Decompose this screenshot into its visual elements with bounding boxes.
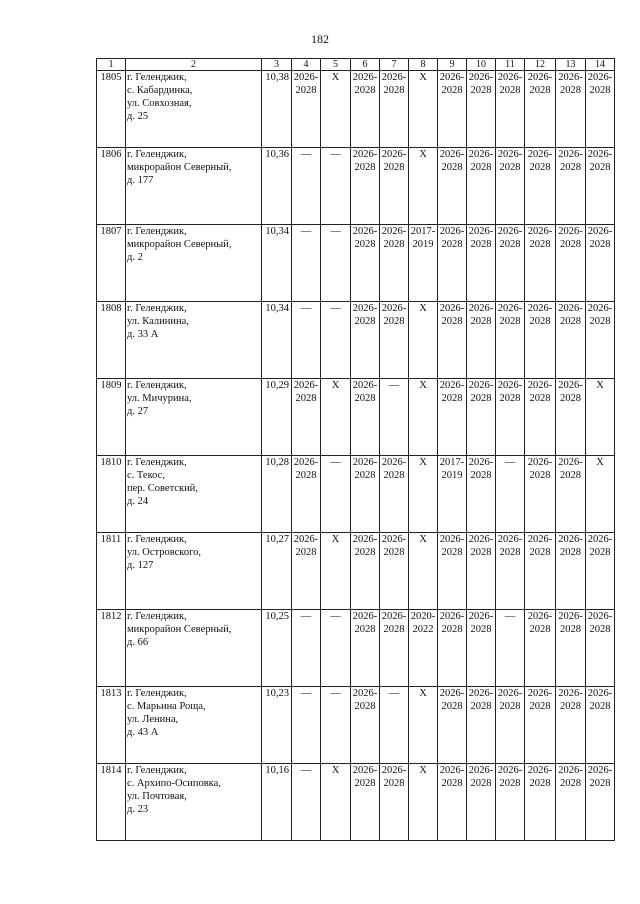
- col6-cell: 2026- 2028: [351, 148, 380, 225]
- col13-cell: 2026- 2028: [556, 456, 586, 533]
- area-cell: 10,25: [262, 610, 292, 687]
- col14-cell: 2026- 2028: [586, 71, 615, 148]
- column-number-header: 13: [556, 59, 586, 71]
- col9-cell: 2017- 2019: [438, 456, 467, 533]
- col12-cell: 2026- 2028: [525, 610, 556, 687]
- col11-cell: 2026- 2028: [496, 302, 525, 379]
- column-number-header: 8: [409, 59, 438, 71]
- col12-cell: 2026- 2028: [525, 764, 556, 841]
- col10-cell: 2026- 2028: [467, 533, 496, 610]
- row-number: 1807: [97, 225, 126, 302]
- col14-cell: X: [586, 456, 615, 533]
- col8-cell: X: [409, 687, 438, 764]
- row-number: 1810: [97, 456, 126, 533]
- col5-cell: —: [321, 687, 351, 764]
- col4-cell: —: [292, 148, 321, 225]
- col5-cell: X: [321, 71, 351, 148]
- area-cell: 10,29: [262, 379, 292, 456]
- col10-cell: 2026- 2028: [467, 71, 496, 148]
- col12-cell: 2026- 2028: [525, 533, 556, 610]
- col10-cell: 2026- 2028: [467, 764, 496, 841]
- col12-cell: 2026- 2028: [525, 302, 556, 379]
- col10-cell: 2026- 2028: [467, 687, 496, 764]
- col11-cell: 2026- 2028: [496, 687, 525, 764]
- col6-cell: 2026- 2028: [351, 379, 380, 456]
- table-row: [97, 533, 615, 610]
- col8-cell: 2020- 2022: [409, 610, 438, 687]
- column-number-header: 1: [97, 59, 126, 71]
- housing-registry-table: [96, 58, 615, 841]
- col9-cell: 2026- 2028: [438, 71, 467, 148]
- col4-cell: 2026- 2028: [292, 379, 321, 456]
- col11-cell: —: [496, 456, 525, 533]
- col7-cell: —: [380, 379, 409, 456]
- col13-cell: 2026- 2028: [556, 225, 586, 302]
- page-number: 182: [311, 32, 329, 46]
- col9-cell: 2026- 2028: [438, 610, 467, 687]
- address-cell: г. Геленджик, микрорайон Северный, д. 66: [126, 610, 262, 687]
- col9-cell: 2026- 2028: [438, 379, 467, 456]
- col5-cell: —: [321, 148, 351, 225]
- col8-cell: X: [409, 456, 438, 533]
- col9-cell: 2026- 2028: [438, 687, 467, 764]
- col14-cell: X: [586, 379, 615, 456]
- col8-cell: 2017- 2019: [409, 225, 438, 302]
- area-cell: 10,34: [262, 225, 292, 302]
- address-cell: г. Геленджик, с. Марьина Роща, ул. Ленина, д. 43 А: [126, 687, 262, 764]
- col8-cell: X: [409, 764, 438, 841]
- address-cell: г. Геленджик, микрорайон Северный, д. 2: [126, 225, 262, 302]
- col11-cell: —: [496, 610, 525, 687]
- table-row: [97, 610, 615, 687]
- col13-cell: 2026- 2028: [556, 687, 586, 764]
- row-number: 1809: [97, 379, 126, 456]
- col9-cell: 2026- 2028: [438, 225, 467, 302]
- address-cell: г. Геленджик, микрорайон Северный, д. 177: [126, 148, 262, 225]
- col6-cell: 2026- 2028: [351, 225, 380, 302]
- col13-cell: 2026- 2028: [556, 71, 586, 148]
- col12-cell: 2026- 2028: [525, 225, 556, 302]
- col13-cell: 2026- 2028: [556, 302, 586, 379]
- col14-cell: 2026- 2028: [586, 148, 615, 225]
- table-body: [97, 71, 615, 841]
- column-number-header: 5: [321, 59, 351, 71]
- col4-cell: 2026- 2028: [292, 456, 321, 533]
- column-number-header: 4: [292, 59, 321, 71]
- area-cell: 10,27: [262, 533, 292, 610]
- column-number-header: 10: [467, 59, 496, 71]
- col7-cell: 2026- 2028: [380, 456, 409, 533]
- column-number-header: 6: [351, 59, 380, 71]
- col10-cell: 2026- 2028: [467, 302, 496, 379]
- column-number-header: 9: [438, 59, 467, 71]
- col9-cell: 2026- 2028: [438, 148, 467, 225]
- column-number-header: 7: [380, 59, 409, 71]
- col6-cell: 2026- 2028: [351, 302, 380, 379]
- col6-cell: 2026- 2028: [351, 764, 380, 841]
- address-cell: г. Геленджик, ул. Островского, д. 127: [126, 533, 262, 610]
- col7-cell: 2026- 2028: [380, 533, 409, 610]
- table-row: [97, 687, 615, 764]
- row-number: 1806: [97, 148, 126, 225]
- col14-cell: 2026- 2028: [586, 610, 615, 687]
- area-cell: 10,28: [262, 456, 292, 533]
- table-row: [97, 71, 615, 148]
- col10-cell: 2026- 2028: [467, 610, 496, 687]
- col4-cell: —: [292, 764, 321, 841]
- col11-cell: 2026- 2028: [496, 764, 525, 841]
- col10-cell: 2026- 2028: [467, 225, 496, 302]
- column-number-header: 11: [496, 59, 525, 71]
- col8-cell: X: [409, 71, 438, 148]
- col7-cell: 2026- 2028: [380, 71, 409, 148]
- table-row: [97, 148, 615, 225]
- col4-cell: —: [292, 302, 321, 379]
- col5-cell: X: [321, 379, 351, 456]
- table-header: [97, 59, 615, 71]
- col5-cell: —: [321, 610, 351, 687]
- table-row: [97, 302, 615, 379]
- col7-cell: 2026- 2028: [380, 764, 409, 841]
- col12-cell: 2026- 2028: [525, 71, 556, 148]
- col7-cell: 2026- 2028: [380, 225, 409, 302]
- column-number-header: 14: [586, 59, 615, 71]
- col10-cell: 2026- 2028: [467, 148, 496, 225]
- col5-cell: X: [321, 533, 351, 610]
- col14-cell: 2026- 2028: [586, 302, 615, 379]
- area-cell: 10,38: [262, 71, 292, 148]
- col7-cell: 2026- 2028: [380, 610, 409, 687]
- col4-cell: —: [292, 687, 321, 764]
- col7-cell: —: [380, 687, 409, 764]
- row-number: 1814: [97, 764, 126, 841]
- col5-cell: —: [321, 456, 351, 533]
- col10-cell: 2026- 2028: [467, 456, 496, 533]
- col7-cell: 2026- 2028: [380, 148, 409, 225]
- col4-cell: 2026- 2028: [292, 71, 321, 148]
- column-number-header: 2: [126, 59, 262, 71]
- table-row: [97, 379, 615, 456]
- col14-cell: 2026- 2028: [586, 225, 615, 302]
- col5-cell: —: [321, 302, 351, 379]
- col4-cell: —: [292, 225, 321, 302]
- column-number-row: [97, 59, 615, 71]
- table-row: [97, 764, 615, 841]
- col6-cell: 2026- 2028: [351, 71, 380, 148]
- col13-cell: 2026- 2028: [556, 533, 586, 610]
- column-number-header: 12: [525, 59, 556, 71]
- area-cell: 10,16: [262, 764, 292, 841]
- row-number: 1812: [97, 610, 126, 687]
- col8-cell: X: [409, 533, 438, 610]
- col8-cell: X: [409, 148, 438, 225]
- col11-cell: 2026- 2028: [496, 225, 525, 302]
- col7-cell: 2026- 2028: [380, 302, 409, 379]
- col12-cell: 2026- 2028: [525, 379, 556, 456]
- col11-cell: 2026- 2028: [496, 71, 525, 148]
- column-number-header: 3: [262, 59, 292, 71]
- address-cell: г. Геленджик, ул. Калинина, д. 33 А: [126, 302, 262, 379]
- area-cell: 10,23: [262, 687, 292, 764]
- col10-cell: 2026- 2028: [467, 379, 496, 456]
- col13-cell: 2026- 2028: [556, 379, 586, 456]
- col6-cell: 2026- 2028: [351, 456, 380, 533]
- col14-cell: 2026- 2028: [586, 533, 615, 610]
- col9-cell: 2026- 2028: [438, 302, 467, 379]
- col13-cell: 2026- 2028: [556, 610, 586, 687]
- row-number: 1805: [97, 71, 126, 148]
- col9-cell: 2026- 2028: [438, 764, 467, 841]
- col5-cell: X: [321, 764, 351, 841]
- col5-cell: —: [321, 225, 351, 302]
- col13-cell: 2026- 2028: [556, 764, 586, 841]
- address-cell: г. Геленджик, с. Кабардинка, ул. Совхозная, д. 25: [126, 71, 262, 148]
- col12-cell: 2026- 2028: [525, 148, 556, 225]
- row-number: 1811: [97, 533, 126, 610]
- col8-cell: X: [409, 379, 438, 456]
- col9-cell: 2026- 2028: [438, 533, 467, 610]
- col11-cell: 2026- 2028: [496, 148, 525, 225]
- col14-cell: 2026- 2028: [586, 687, 615, 764]
- table-row: [97, 225, 615, 302]
- area-cell: 10,36: [262, 148, 292, 225]
- address-cell: г. Геленджик, с. Текос, пер. Советский, д. 24: [126, 456, 262, 533]
- col11-cell: 2026- 2028: [496, 533, 525, 610]
- address-cell: г. Геленджик, ул. Мичурина, д. 27: [126, 379, 262, 456]
- col6-cell: 2026- 2028: [351, 533, 380, 610]
- table-row: [97, 456, 615, 533]
- col6-cell: 2026- 2028: [351, 687, 380, 764]
- address-cell: г. Геленджик, с. Архипо-Осиповка, ул. Почтовая, д. 23: [126, 764, 262, 841]
- col8-cell: X: [409, 302, 438, 379]
- col4-cell: —: [292, 610, 321, 687]
- col14-cell: 2026- 2028: [586, 764, 615, 841]
- col12-cell: 2026- 2028: [525, 456, 556, 533]
- col13-cell: 2026- 2028: [556, 148, 586, 225]
- area-cell: 10,34: [262, 302, 292, 379]
- col12-cell: 2026- 2028: [525, 687, 556, 764]
- row-number: 1813: [97, 687, 126, 764]
- col4-cell: 2026- 2028: [292, 533, 321, 610]
- row-number: 1808: [97, 302, 126, 379]
- col11-cell: 2026- 2028: [496, 379, 525, 456]
- col6-cell: 2026- 2028: [351, 610, 380, 687]
